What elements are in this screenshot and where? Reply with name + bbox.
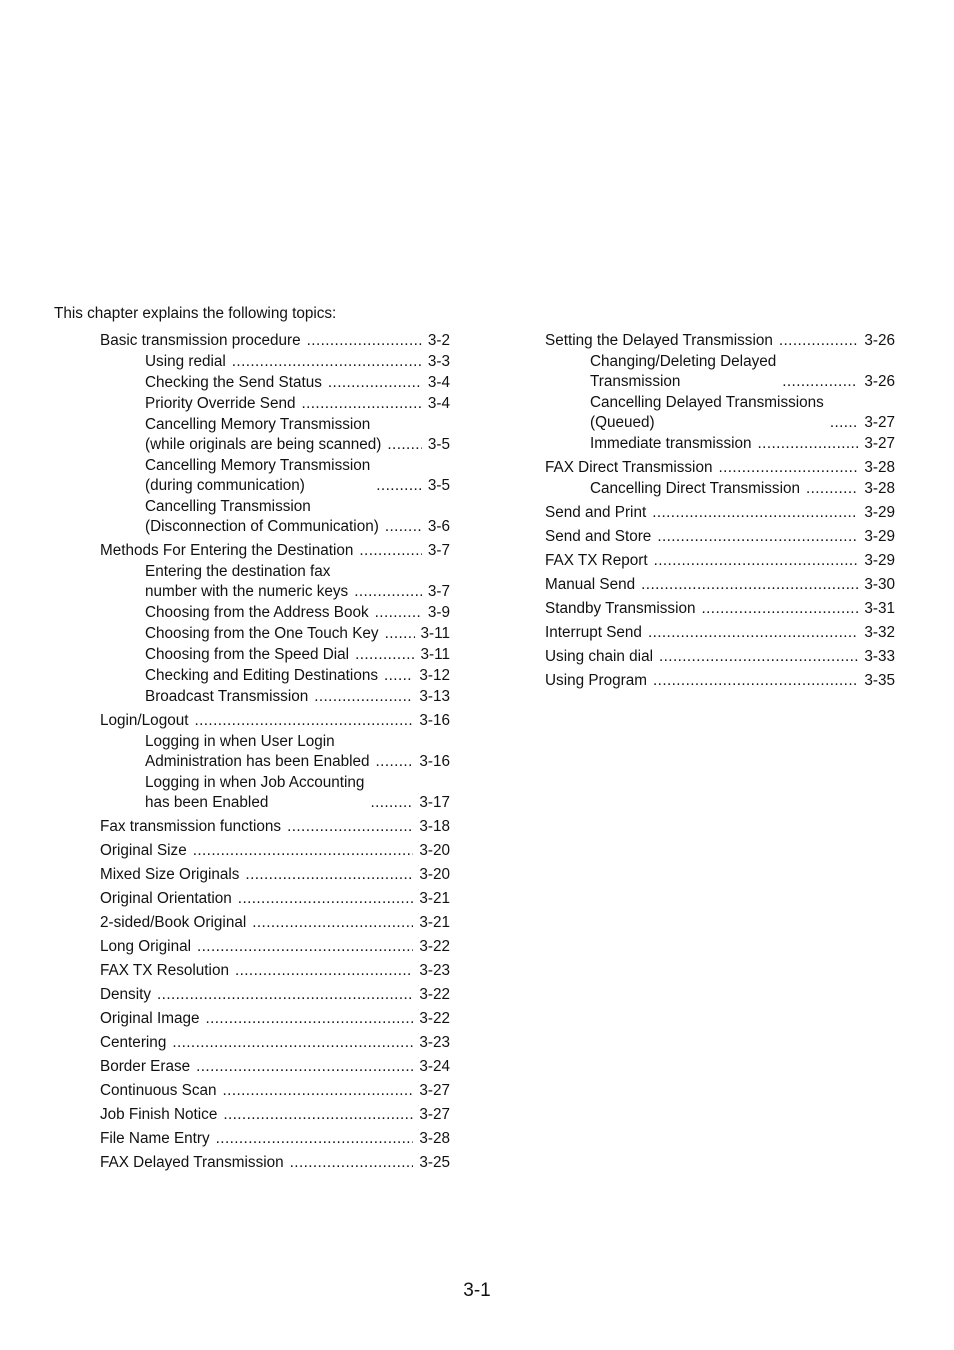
toc-entry[interactable]: [545, 503, 895, 523]
toc-leader-dots: [223, 1081, 414, 1101]
toc-subentry[interactable]: [545, 352, 895, 392]
toc-entry-page: 3-21: [419, 914, 450, 931]
toc-entry-title: Logging in when Job Accounting has been Enabled: [145, 774, 365, 811]
toc-leader-dots: [718, 458, 858, 478]
toc-leader-dots: [354, 582, 422, 602]
toc-subentry[interactable]: [100, 373, 450, 393]
toc-subentry[interactable]: [100, 394, 450, 414]
toc-leader-dots: [223, 1105, 413, 1125]
toc-leader-dots: [290, 1153, 414, 1173]
toc-entry[interactable]: [100, 541, 450, 561]
toc-entry-page: 3-29: [864, 504, 895, 521]
toc-entry[interactable]: [100, 1105, 450, 1125]
toc-leader-dots: [328, 373, 422, 393]
toc-entry-title: Original Size: [100, 842, 187, 859]
toc-entry-title: Checking and Editing Destinations: [145, 667, 378, 684]
toc-leader-dots: [376, 752, 414, 772]
toc-entry-page: 3-30: [864, 576, 895, 593]
toc-entry[interactable]: [545, 623, 895, 643]
toc-leader-dots: [301, 394, 421, 414]
toc-entry[interactable]: [545, 575, 895, 595]
toc-entry[interactable]: [545, 458, 895, 478]
toc-entry-title: Broadcast Transmission: [145, 688, 309, 705]
toc-subentry[interactable]: [100, 645, 450, 665]
toc-entry-page: 3-16: [419, 753, 450, 770]
toc-entry[interactable]: [545, 647, 895, 667]
toc-subentry[interactable]: [545, 479, 895, 499]
toc-entry[interactable]: [100, 889, 450, 909]
toc-entry-title: Cancelling Memory Transmission (during communication): [145, 457, 371, 494]
toc-entry-title: Fax transmission functions: [100, 818, 282, 835]
toc-leader-dots: [232, 352, 422, 372]
toc-leader-dots: [385, 624, 415, 644]
toc-entry-title: 2-sided/Book Original: [100, 914, 247, 931]
toc-entry-page: 3-28: [864, 480, 895, 497]
toc-leader-dots: [359, 541, 422, 561]
toc-entry-page: 3-22: [419, 986, 450, 1003]
toc-subentry[interactable]: [100, 497, 450, 537]
toc-subentry[interactable]: [100, 666, 450, 686]
toc-leader-dots: [245, 865, 413, 885]
toc-leader-dots: [287, 817, 413, 837]
toc-entry-page: 3-16: [419, 712, 450, 729]
toc-entry[interactable]: [100, 961, 450, 981]
toc-leader-dots: [375, 603, 422, 623]
toc-entry-page: 3-35: [864, 672, 895, 689]
toc-leader-dots: [252, 913, 413, 933]
toc-leader-dots: [194, 711, 413, 731]
toc-leader-dots: [172, 1033, 413, 1053]
toc-entry-title: FAX Direct Transmission: [545, 459, 713, 476]
toc-entry-title: Border Erase: [100, 1058, 191, 1075]
toc-entry-page: 3-22: [419, 938, 450, 955]
toc-entry-page: 3-3: [427, 353, 450, 370]
toc-entry-page: 3-9: [427, 604, 450, 621]
toc-entry-title: Send and Print: [545, 504, 647, 521]
toc-entry[interactable]: [100, 1033, 450, 1053]
toc-entry-page: 3-2: [427, 332, 450, 349]
toc-leader-dots: [806, 479, 858, 499]
toc-entry[interactable]: [545, 527, 895, 547]
toc-leader-dots: [384, 666, 413, 686]
toc-subentry[interactable]: [545, 393, 895, 433]
toc-entry-page: 3-32: [864, 624, 895, 641]
toc-leader-dots: [702, 599, 859, 619]
toc-entry[interactable]: [100, 913, 450, 933]
toc-entry-title: Basic transmission procedure: [100, 332, 301, 349]
toc-entry-title: Cancelling Delayed Transmissions (Queued): [590, 394, 824, 431]
toc-entry[interactable]: [545, 331, 895, 351]
toc-entry-title: Login/Logout: [100, 712, 189, 729]
page-number: [0, 1279, 954, 1303]
toc-entry-page: 3-26: [864, 332, 895, 349]
toc-leader-dots: [648, 623, 858, 643]
toc-entry-page: 3-20: [419, 842, 450, 859]
toc-leader-dots: [654, 551, 859, 571]
toc-subentry[interactable]: [100, 603, 450, 623]
toc-entry-page: 3-18: [419, 818, 450, 835]
toc-leader-dots: [307, 331, 422, 351]
toc-entry-title: FAX TX Resolution: [100, 962, 229, 979]
toc-entry-page: 3-29: [864, 552, 895, 569]
toc-leader-dots: [653, 671, 858, 691]
toc-entry-page: 3-28: [864, 459, 895, 476]
toc-leader-dots: [193, 841, 414, 861]
toc-entry[interactable]: [545, 551, 895, 571]
toc-entry-title: Using chain dial: [545, 648, 653, 665]
toc-subentry[interactable]: [100, 562, 450, 602]
toc-entry-page: 3-5: [427, 436, 450, 453]
toc-entry[interactable]: [100, 865, 450, 885]
toc-leader-dots: [370, 793, 413, 813]
toc-entry[interactable]: [100, 937, 450, 957]
toc-leader-dots: [652, 503, 858, 523]
toc-leader-dots: [238, 889, 414, 909]
toc-entry-title: Original Image: [100, 1010, 200, 1027]
toc-entry-page: 3-20: [419, 866, 450, 883]
toc-entry-title: Mixed Size Originals: [100, 866, 240, 883]
toc-entry-title: Interrupt Send: [545, 624, 642, 641]
toc-subentry[interactable]: [100, 773, 450, 813]
toc-leader-dots: [779, 331, 859, 351]
toc-leader-dots: [385, 517, 422, 537]
toc-entry[interactable]: [100, 331, 450, 351]
toc-leader-dots: [659, 647, 858, 667]
toc-right-column: [545, 331, 895, 691]
toc-leader-dots: [376, 476, 422, 496]
toc-subentry[interactable]: [100, 352, 450, 372]
toc-entry-page: 3-4: [427, 374, 450, 391]
toc-subentry[interactable]: [100, 624, 450, 644]
toc-entry[interactable]: [100, 1129, 450, 1149]
toc-leader-dots: [157, 985, 413, 1005]
toc-entry[interactable]: [100, 711, 450, 731]
toc-entry[interactable]: [100, 817, 450, 837]
toc-entry-page: 3-26: [864, 373, 895, 390]
toc-entry[interactable]: [545, 671, 895, 691]
toc-entry-title: Centering: [100, 1034, 167, 1051]
toc-entry[interactable]: [100, 1153, 450, 1173]
toc-entry-page: 3-28: [419, 1130, 450, 1147]
toc-entry-title: Methods For Entering the Destination: [100, 542, 354, 559]
toc-entry-title: Manual Send: [545, 576, 636, 593]
toc-leader-dots: [657, 527, 858, 547]
toc-entry-page: 3-27: [864, 414, 895, 431]
toc-entry-page: 3-12: [419, 667, 450, 684]
toc-entry-title: Using redial: [145, 353, 226, 370]
toc-leader-dots: [235, 961, 413, 981]
toc-entry-title: Changing/Deleting Delayed Transmission: [590, 353, 777, 390]
toc-entry-page: 3-4: [427, 395, 450, 412]
toc-entry-page: 3-21: [419, 890, 450, 907]
toc-subentry[interactable]: [100, 456, 450, 496]
toc-entry-title: Continuous Scan: [100, 1082, 217, 1099]
toc-entry-title: Entering the destination fax number with the numeric keys: [145, 563, 349, 600]
toc-entry-title: Original Orientation: [100, 890, 232, 907]
toc-entry-page: 3-7: [427, 542, 450, 559]
toc-entry-title: Standby Transmission: [545, 600, 696, 617]
toc-entry-page: 3-7: [427, 583, 450, 600]
toc-leader-dots: [758, 434, 859, 454]
toc-entry-title: Priority Override Send: [145, 395, 296, 412]
toc-entry-title: Send and Store: [545, 528, 652, 545]
toc-entry-page: 3-23: [419, 962, 450, 979]
toc-entry-title: Choosing from the Address Book: [145, 604, 369, 621]
toc-entry-page: 3-27: [419, 1106, 450, 1123]
toc-entry-title: Checking the Send Status: [145, 374, 322, 391]
toc-entry-page: 3-33: [864, 648, 895, 665]
toc-leader-dots: [205, 1009, 413, 1029]
toc-entry-title: Cancelling Memory Transmission (while originals are being scanned): [145, 416, 382, 453]
toc-entry-title: Choosing from the One Touch Key: [145, 625, 379, 642]
toc-subentry[interactable]: [100, 732, 450, 772]
toc-leader-dots: [355, 645, 414, 665]
toc-entry-page: 3-6: [427, 518, 450, 535]
toc-entry-title: Cancelling Direct Transmission: [590, 480, 800, 497]
toc-entry-page: 3-17: [419, 794, 450, 811]
toc-left-column: [100, 331, 450, 1173]
toc-entry-title: Using Program: [545, 672, 648, 689]
toc-entry-title: Cancelling Transmission (Disconnection of Communication): [145, 498, 379, 535]
toc-entry-title: Setting the Delayed Transmission: [545, 332, 773, 349]
toc-leader-dots: [216, 1129, 414, 1149]
toc-leader-dots: [314, 687, 413, 707]
toc-entry[interactable]: [100, 1081, 450, 1101]
toc-entry-title: FAX TX Report: [545, 552, 648, 569]
toc-entry-title: Job Finish Notice: [100, 1106, 218, 1123]
toc-entry-title: Long Original: [100, 938, 191, 955]
toc-entry[interactable]: [100, 1009, 450, 1029]
toc-entry-page: 3-27: [864, 435, 895, 452]
page-number-text: 3-1: [463, 1280, 491, 1301]
toc-subentry[interactable]: [100, 687, 450, 707]
toc-subentry[interactable]: [100, 415, 450, 455]
toc-entry-title: Logging in when User Login Administration has been Enabled: [145, 733, 370, 770]
toc-entry[interactable]: [545, 599, 895, 619]
toc-entry-page: 3-31: [864, 600, 895, 617]
toc-entry-page: 3-27: [419, 1082, 450, 1099]
toc-entry-page: 3-25: [419, 1154, 450, 1171]
toc-entry-page: 3-23: [419, 1034, 450, 1051]
toc-entry-title: Immediate transmission: [590, 435, 752, 452]
toc-entry-page: 3-11: [420, 625, 450, 642]
toc-entry[interactable]: [100, 841, 450, 861]
toc-entry-title: Density: [100, 986, 152, 1003]
toc-leader-dots: [782, 372, 858, 392]
toc-subentry[interactable]: [545, 434, 895, 454]
toc-leader-dots: [641, 575, 858, 595]
toc-leader-dots: [197, 937, 413, 957]
toc-leader-dots: [830, 413, 859, 433]
toc-entry-title: Choosing from the Speed Dial: [145, 646, 350, 663]
toc-entry-page: 3-5: [427, 477, 450, 494]
toc-entry-title: File Name Entry: [100, 1130, 210, 1147]
toc-entry-title: FAX Delayed Transmission: [100, 1154, 284, 1171]
toc-entry-page: 3-11: [420, 646, 450, 663]
intro-text: This chapter explains the following topics:: [54, 305, 337, 322]
toc-entry[interactable]: [100, 985, 450, 1005]
toc-entry-page: 3-29: [864, 528, 895, 545]
toc-leader-dots: [196, 1057, 413, 1077]
toc-leader-dots: [387, 435, 422, 455]
toc-entry-page: 3-22: [419, 1010, 450, 1027]
toc-entry-page: 3-24: [419, 1058, 450, 1075]
toc-entry[interactable]: [100, 1057, 450, 1077]
toc-entry-page: 3-13: [419, 688, 450, 705]
